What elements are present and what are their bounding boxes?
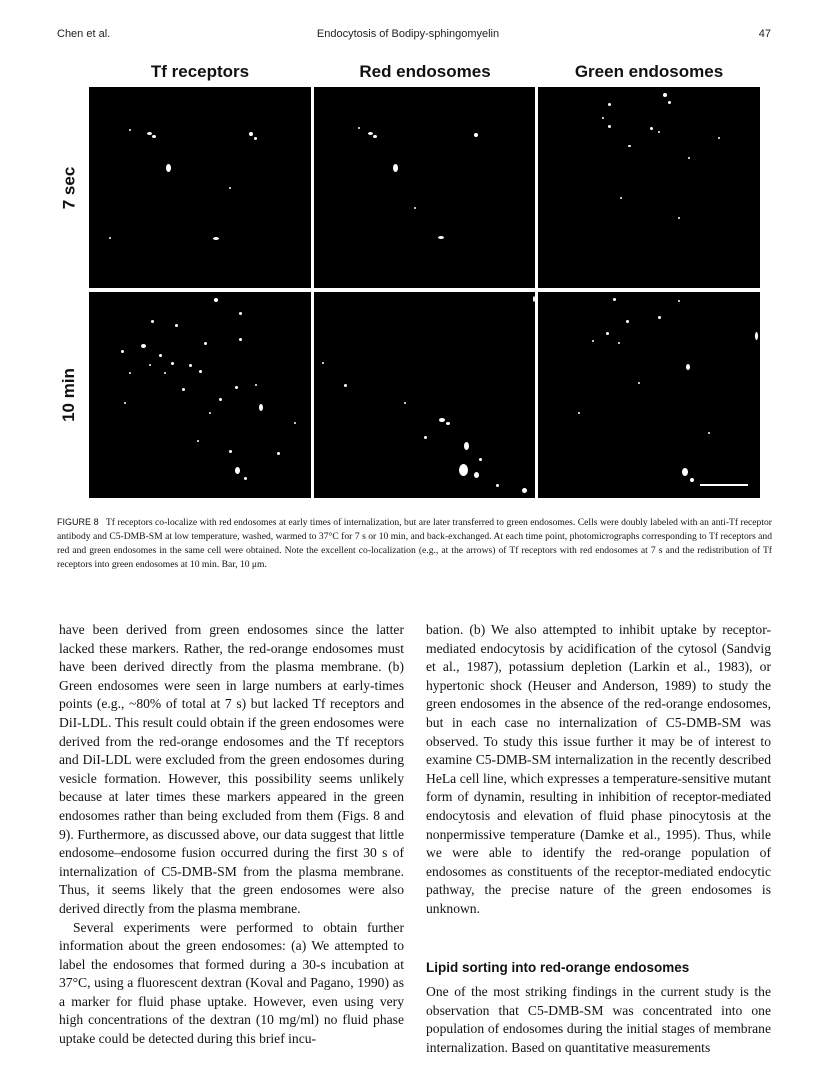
column-title-red-endosomes: Red endosomes xyxy=(359,62,491,81)
micrograph-tf-receptors-10-min xyxy=(89,292,311,498)
body-paragraph: have been derived from green endosomes since the latter lacked these markers. Rather, the red-orange endosomes must have been derived directly from the plasma membrane. (b) Green endosomes were seen in large numbers at early-times points (e.g., ~80% of total at 7 s) but lacked Tf receptors and DiI-LDL. This result could obtain if the green endosomes were derived from the red-orange endosomes and the Tf receptors and DiI-LDL were excluded from the green endosomes during vesicle formation. However, this possibility seems unlikely because at later times these markers appeared in the green endosomes rather than being excluded from them (Figs. 8 and 9). Furthermore, as discussed above, our data suggest that little endosome–endosome fusion occurred during the first 30 s of internalization of C5-DMB-SM from the plasma membrane. Thus, it seems likely that the green endosomes were also derived directly from the plasma membrane. xyxy=(59,622,404,916)
figure-caption xyxy=(57,515,772,572)
running-header-title: Endocytosis of Bodipy-sphingomyelin xyxy=(316,28,500,40)
scale-bar xyxy=(700,484,748,486)
row-label-10-min: 10 min xyxy=(59,368,79,422)
running-header-authors: Chen et al. xyxy=(57,28,111,40)
micrograph-tf-receptors-7-sec xyxy=(89,87,311,288)
micrograph-green-endosomes-10-min xyxy=(538,292,760,498)
column-title-green-endosomes: Green endosomes xyxy=(574,62,724,81)
body-column-left xyxy=(59,621,404,1049)
column-title-tf-receptors: Tf receptors xyxy=(150,62,250,81)
section-heading: Lipid sorting into red-orange endosomes xyxy=(426,959,690,975)
body-paragraph: bation. (b) We also attempted to inhibit uptake by receptor-mediated endocytosis by acidification of the cytosol (Sandvig et al., 1987), potassium depletion (Larkin et al., 1983), or hypertonic shock (Heuser and Anderson, 1989) to study the green endosomes in the absence of the red-orange endosomes, but in each case no internalization of C5-DMB-SM was observed. To study this issue further it may be of interest to examine C5-DMB-SM internalization in the recently described HeLa cell line, which expresses a temperature-sensitive mutant form of dynamin, resulting in inhibition of receptor-mediated endocytosis and elevation of fluid phase pinocytosis at the nonpermissive temperature (Damke et al., 1995). Thus, while we were able to identify the red-orange population of endosomes as constituents of the receptor-mediated endocytic pathway, the precise nature of the green endosomes is unknown. xyxy=(426,622,771,916)
micrograph-red-endosomes-10-min xyxy=(314,292,535,498)
page-number: 47 xyxy=(758,28,771,40)
micrograph-green-endosomes-7-sec xyxy=(538,87,760,288)
micrograph-red-endosomes-7-sec xyxy=(314,87,535,288)
figure-caption-label: FIGURE 8 xyxy=(57,517,99,527)
body-paragraph: Several experiments were performed to obtain further information about the green endosomes: (a) We attempted to label the endosomes that formed during a 30-s incubation at 37°C, using a fluorescent dextran (Koval and Pagano, 1990) as a marker for fluid phase uptake. However, even using very high concentrations of the dextran (10 mg/ml) no fluid phase uptake could be detected during this brief incu- xyxy=(59,919,404,1047)
row-label-7-sec: 7 sec xyxy=(59,166,79,210)
figure-caption-text: Tf receptors co-localize with red endosomes at early times of internalization, but are later transferred to green endosomes. Cells were doubly labeled with an anti-Tf receptor antibody and C5-DMB-SM at low temperature, washed, warmed to 37°C for 7 s or 10 min, and back-exchanged. At each time point, photomicrographs corresponding to Tf receptors and red and green endosomes in the same cell were obtained. Note the excellent co-localization (e.g., at the arrows) of Tf receptors with red endosomes at 7 s and the redistribution of Tf receptors into green endosomes at 10 min. Bar, 10 μm. xyxy=(57,517,772,570)
body-column-right xyxy=(426,621,771,1057)
body-paragraph: One of the most striking findings in the current study is the observation that C5-DMB-SM was concentrated into one population of endosomes during the initial stages of membrane internalization. Based on quantitative measurements xyxy=(426,984,771,1055)
